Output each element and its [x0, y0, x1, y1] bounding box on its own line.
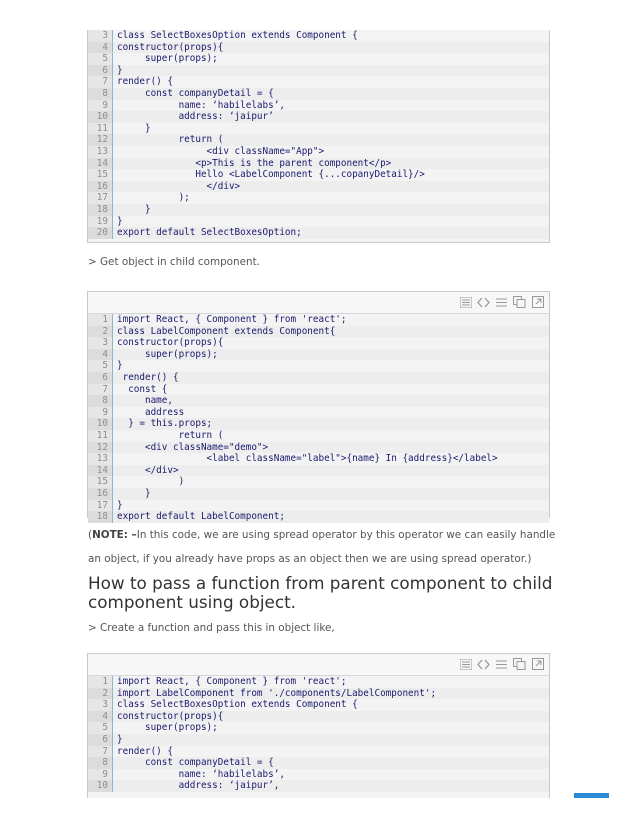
code-line — [88, 418, 549, 430]
code-line — [88, 488, 549, 500]
line-code: </div> — [113, 465, 549, 477]
embed-code-icon[interactable] — [476, 295, 491, 309]
line-number: 3 — [88, 30, 113, 42]
line-number: 11 — [88, 123, 113, 135]
line-code: } = this.props; — [113, 418, 549, 430]
code-line — [88, 216, 549, 228]
line-number: 15 — [88, 169, 113, 181]
line-code: super(props); — [113, 349, 549, 361]
line-code: ); — [117, 192, 190, 204]
line-code: import LabelComponent from './components/LabelComponent'; — [113, 688, 549, 700]
code-line — [88, 384, 549, 396]
line-number: 13 — [88, 146, 113, 158]
line-code: <label className="label">{name} In {address}</label> — [117, 453, 498, 465]
line-code: export default SelectBoxesOption; — [113, 227, 549, 239]
code-line — [88, 146, 549, 158]
line-number: 10 — [88, 111, 113, 123]
line-number: 12 — [88, 442, 113, 454]
code-line — [88, 360, 549, 372]
line-number: 8 — [88, 757, 113, 769]
line-code: } — [113, 204, 549, 216]
copy-icon[interactable] — [512, 657, 527, 671]
line-number: 18 — [88, 511, 113, 523]
line-code: const companyDetail = { — [113, 88, 549, 100]
view-source-icon[interactable] — [458, 657, 473, 671]
line-code: constructor(props){ — [117, 337, 224, 349]
code-line — [88, 100, 549, 112]
line-number: 2 — [88, 688, 113, 700]
code-line — [88, 42, 549, 54]
line-code: } — [117, 215, 123, 227]
line-number: 5 — [88, 360, 113, 372]
paragraph-get-object: > Get object in child component. — [88, 256, 260, 268]
code-block-function — [87, 653, 550, 798]
line-code: } — [117, 360, 123, 372]
line-number: 9 — [88, 100, 113, 112]
line-number: 7 — [88, 746, 113, 758]
line-code: </div> — [113, 181, 549, 193]
code-line — [88, 314, 549, 326]
view-source-icon[interactable] — [458, 295, 473, 309]
line-number: 17 — [88, 500, 113, 512]
code-line — [88, 169, 549, 181]
line-number: 16 — [88, 488, 113, 500]
line-code: <p>This is the parent component</p> — [113, 158, 549, 170]
line-code: address: ‘jaipur’ — [113, 111, 549, 123]
code-line — [88, 430, 549, 442]
line-number: 10 — [88, 418, 113, 430]
open-window-icon[interactable] — [530, 657, 545, 671]
code-line — [88, 757, 549, 769]
line-number: 19 — [88, 216, 113, 228]
line-code: return ( — [117, 429, 224, 441]
line-code: render() { — [117, 76, 173, 88]
line-number: 16 — [88, 181, 113, 193]
line-number: 9 — [88, 769, 113, 781]
line-code: } — [113, 734, 549, 746]
line-code: render() { — [117, 745, 173, 757]
paragraph-create-function: > Create a function and pass this in object like, — [88, 622, 335, 634]
embed-code-icon[interactable] — [476, 657, 491, 671]
line-number: 4 — [88, 42, 113, 54]
code-line — [88, 722, 549, 734]
line-number: 14 — [88, 465, 113, 477]
code-line — [88, 372, 549, 384]
line-number: 3 — [88, 337, 113, 349]
code-line — [88, 349, 549, 361]
line-number: 18 — [88, 204, 113, 216]
line-code: name, — [113, 395, 549, 407]
code-block-child — [87, 291, 550, 523]
note-line-2: an object, if you already have props as an object then we are using spread operator.) — [88, 553, 532, 565]
line-number: 2 — [88, 326, 113, 338]
code-line — [88, 465, 549, 477]
line-code: } — [113, 488, 549, 500]
line-number: 10 — [88, 780, 113, 792]
line-number: 4 — [88, 711, 113, 723]
line-code: class SelectBoxesOption extends Component { — [117, 699, 358, 711]
line-code: } — [117, 122, 151, 134]
note-paragraph — [88, 527, 558, 568]
code-line — [88, 511, 549, 523]
code-line — [88, 30, 549, 42]
line-code: class LabelComponent extends Component{ — [113, 326, 549, 338]
line-code: <div className="App"> — [117, 145, 325, 157]
line-number: 8 — [88, 395, 113, 407]
line-number: 9 — [88, 407, 113, 419]
line-number: 5 — [88, 722, 113, 734]
code-line — [88, 204, 549, 216]
code-toolbar — [88, 292, 549, 314]
line-code: ) — [117, 476, 185, 488]
code-line — [88, 337, 549, 349]
code-line — [88, 780, 549, 792]
code-line — [88, 158, 549, 170]
line-code: constructor(props){ — [113, 42, 549, 54]
line-number: 13 — [88, 453, 113, 465]
code-lines — [88, 676, 549, 792]
code-line — [88, 181, 549, 193]
line-number: 4 — [88, 349, 113, 361]
line-number: 7 — [88, 384, 113, 396]
line-number: 3 — [88, 699, 113, 711]
line-number: 15 — [88, 476, 113, 488]
line-code: constructor(props){ — [113, 711, 549, 723]
line-number: 7 — [88, 76, 113, 88]
wrap-lines-icon[interactable] — [494, 657, 509, 671]
code-line — [88, 88, 549, 100]
code-line — [88, 476, 549, 488]
line-code: Hello <LabelComponent {...copanyDetail}/> — [117, 169, 425, 181]
scroll-to-top-bar[interactable] — [574, 793, 609, 798]
line-code: return ( — [113, 134, 549, 146]
line-code: } — [113, 65, 549, 77]
line-number: 8 — [88, 88, 113, 100]
line-number: 17 — [88, 192, 113, 204]
code-line — [88, 699, 549, 711]
line-number: 5 — [88, 53, 113, 65]
code-lines — [88, 314, 549, 523]
line-number: 1 — [88, 314, 113, 326]
code-line — [88, 76, 549, 88]
code-line — [88, 442, 549, 454]
note-line-1: (NOTE: –In this code, we are using spread operator by this operator we can easily handle — [88, 529, 556, 541]
line-number: 12 — [88, 134, 113, 146]
line-number: 6 — [88, 65, 113, 77]
line-code: address: ‘jaipur’, — [113, 780, 549, 792]
code-line — [88, 769, 549, 781]
code-line — [88, 134, 549, 146]
toolbar-icons — [458, 295, 545, 309]
code-line — [88, 453, 549, 465]
code-line — [88, 395, 549, 407]
code-block-parent — [87, 30, 550, 243]
line-number: 14 — [88, 158, 113, 170]
line-code: <div className="demo"> — [113, 442, 549, 454]
line-code: import React, { Component } from 'react'; — [117, 314, 347, 325]
code-toolbar — [88, 654, 549, 676]
code-line — [88, 192, 549, 204]
line-number: 11 — [88, 430, 113, 442]
code-line — [88, 500, 549, 512]
section-heading: How to pass a function from parent component to child component using object. — [88, 573, 553, 612]
line-code: import React, { Component } from 'react'; — [117, 676, 347, 687]
code-line — [88, 676, 549, 688]
code-line — [88, 111, 549, 123]
code-line — [88, 53, 549, 65]
code-line — [88, 227, 549, 239]
open-window-icon[interactable] — [530, 295, 545, 309]
wrap-lines-icon[interactable] — [494, 295, 509, 309]
code-line — [88, 746, 549, 758]
line-number: 6 — [88, 372, 113, 384]
line-code: class SelectBoxesOption extends Component { — [117, 30, 358, 41]
code-line — [88, 326, 549, 338]
code-line — [88, 711, 549, 723]
copy-icon[interactable] — [512, 295, 527, 309]
line-code: const { — [117, 383, 168, 395]
code-line — [88, 123, 549, 135]
line-code: const companyDetail = { — [113, 757, 549, 769]
line-code: } — [117, 499, 123, 511]
line-code: super(props); — [117, 53, 218, 65]
code-line — [88, 65, 549, 77]
line-code: name: ‘habilelabs’, — [117, 99, 285, 111]
toolbar-icons — [458, 657, 545, 671]
line-code: name: ‘habilelabs’, — [117, 768, 285, 780]
line-code: super(props); — [117, 722, 218, 734]
code-line — [88, 688, 549, 700]
line-code: address — [117, 406, 185, 418]
line-number: 6 — [88, 734, 113, 746]
code-line — [88, 407, 549, 419]
line-code: export default LabelComponent; — [113, 511, 549, 523]
line-number: 1 — [88, 676, 113, 688]
line-number: 20 — [88, 227, 113, 239]
code-line — [88, 734, 549, 746]
line-code: render() { — [113, 372, 549, 384]
